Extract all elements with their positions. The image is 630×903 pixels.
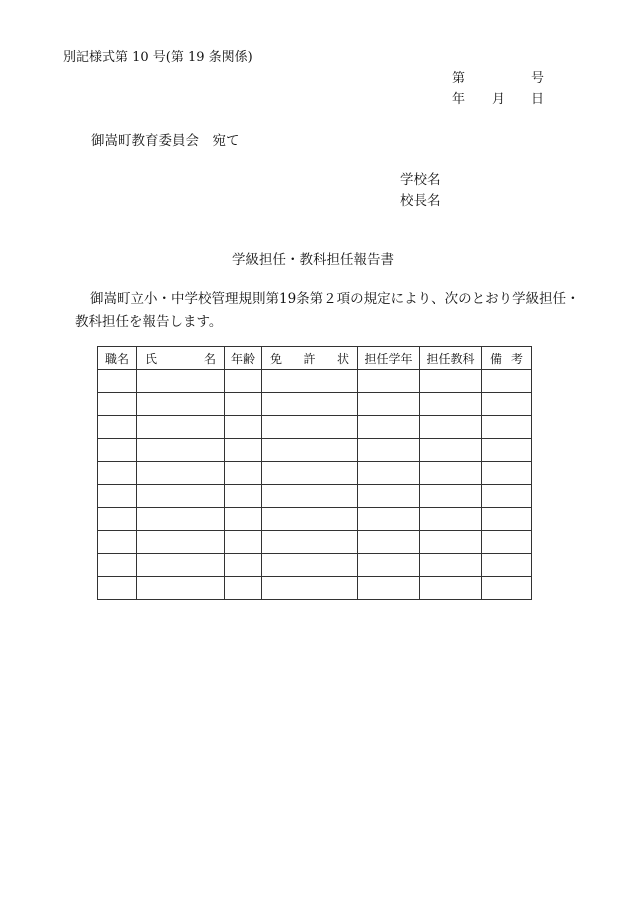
cell-position[interactable] xyxy=(98,485,137,508)
date-month-label: 月 xyxy=(492,92,506,107)
cell-subject[interactable] xyxy=(420,531,482,554)
cell-homeroom-grade[interactable] xyxy=(358,554,420,577)
header-license-part-3: 状 xyxy=(336,351,349,366)
cell-license[interactable] xyxy=(262,439,358,462)
cell-remarks[interactable] xyxy=(482,531,532,554)
header-name-part-2: 名 xyxy=(203,351,216,366)
cell-name[interactable] xyxy=(137,577,225,600)
cell-name[interactable] xyxy=(137,416,225,439)
principal-name-label: 校長名 xyxy=(400,193,441,209)
cell-position[interactable] xyxy=(98,393,137,416)
header-position: 職名 xyxy=(98,347,137,370)
cell-remarks[interactable] xyxy=(482,439,532,462)
cell-remarks[interactable] xyxy=(482,416,532,439)
cell-name[interactable] xyxy=(137,485,225,508)
table-row xyxy=(98,531,532,554)
cell-age[interactable] xyxy=(225,370,262,393)
form-reference: 別記様式第 10 号(第 19 条関係) xyxy=(63,50,253,65)
document-number-suffix: 号 xyxy=(531,71,545,86)
cell-homeroom-grade[interactable] xyxy=(358,439,420,462)
table-row xyxy=(98,462,532,485)
cell-subject[interactable] xyxy=(420,554,482,577)
header-remarks xyxy=(482,347,532,370)
cell-age[interactable] xyxy=(225,439,262,462)
cell-age[interactable] xyxy=(225,508,262,531)
cell-homeroom-grade[interactable] xyxy=(358,577,420,600)
teacher-assignment-table xyxy=(97,346,532,600)
cell-remarks[interactable] xyxy=(482,508,532,531)
cell-age[interactable] xyxy=(225,416,262,439)
cell-name[interactable] xyxy=(137,508,225,531)
cell-homeroom-grade[interactable] xyxy=(358,462,420,485)
header-name xyxy=(137,347,225,370)
cell-license[interactable] xyxy=(262,370,358,393)
cell-homeroom-grade[interactable] xyxy=(358,485,420,508)
cell-name[interactable] xyxy=(137,462,225,485)
cell-position[interactable] xyxy=(98,554,137,577)
cell-name[interactable] xyxy=(137,439,225,462)
header-remarks-part-2: 考 xyxy=(510,351,523,366)
table-row xyxy=(98,416,532,439)
header-subject: 担任教科 xyxy=(420,347,482,370)
table-row xyxy=(98,370,532,393)
cell-position[interactable] xyxy=(98,416,137,439)
header-remarks-part-1: 備 xyxy=(490,351,503,366)
cell-position[interactable] xyxy=(98,577,137,600)
cell-age[interactable] xyxy=(225,577,262,600)
table-row xyxy=(98,577,532,600)
cell-homeroom-grade[interactable] xyxy=(358,531,420,554)
cell-remarks[interactable] xyxy=(482,577,532,600)
cell-position[interactable] xyxy=(98,531,137,554)
cell-name[interactable] xyxy=(137,554,225,577)
cell-remarks[interactable] xyxy=(482,462,532,485)
body-line-1: 御嵩町立小・中学校管理規則第19条第２項の規定により、次のとおり学級担任・ xyxy=(90,291,580,307)
cell-license[interactable] xyxy=(262,485,358,508)
cell-subject[interactable] xyxy=(420,416,482,439)
cell-position[interactable] xyxy=(98,439,137,462)
cell-position[interactable] xyxy=(98,508,137,531)
cell-position[interactable] xyxy=(98,462,137,485)
school-name-label: 学校名 xyxy=(400,172,441,188)
cell-license[interactable] xyxy=(262,416,358,439)
cell-name[interactable] xyxy=(137,393,225,416)
cell-age[interactable] xyxy=(225,485,262,508)
cell-homeroom-grade[interactable] xyxy=(358,370,420,393)
header-license-part-2: 許 xyxy=(303,351,316,366)
cell-position[interactable] xyxy=(98,370,137,393)
cell-homeroom-grade[interactable] xyxy=(358,508,420,531)
addressee: 御嵩町教育委員会 宛て xyxy=(91,133,240,149)
cell-license[interactable] xyxy=(262,462,358,485)
cell-license[interactable] xyxy=(262,531,358,554)
table-row xyxy=(98,554,532,577)
cell-subject[interactable] xyxy=(420,577,482,600)
cell-age[interactable] xyxy=(225,462,262,485)
document-title: 学級担任・教科担任報告書 xyxy=(232,252,394,268)
table-body xyxy=(98,370,532,600)
header-age: 年齢 xyxy=(225,347,262,370)
cell-age[interactable] xyxy=(225,531,262,554)
cell-subject[interactable] xyxy=(420,370,482,393)
body-paragraph xyxy=(75,288,585,334)
header-license-part-1: 免 xyxy=(270,351,283,366)
cell-subject[interactable] xyxy=(420,485,482,508)
header-name-part-1: 氏 xyxy=(145,351,158,366)
cell-subject[interactable] xyxy=(420,439,482,462)
cell-remarks[interactable] xyxy=(482,393,532,416)
header-homeroom-grade: 担任学年 xyxy=(358,347,420,370)
date-year-label: 年 xyxy=(452,92,466,107)
cell-name[interactable] xyxy=(137,531,225,554)
cell-subject[interactable] xyxy=(420,508,482,531)
date-day-label: 日 xyxy=(531,92,545,107)
cell-license[interactable] xyxy=(262,554,358,577)
cell-subject[interactable] xyxy=(420,393,482,416)
table-row xyxy=(98,485,532,508)
table-row xyxy=(98,439,532,462)
cell-age[interactable] xyxy=(225,554,262,577)
cell-subject[interactable] xyxy=(420,462,482,485)
cell-license[interactable] xyxy=(262,393,358,416)
cell-name[interactable] xyxy=(137,370,225,393)
cell-homeroom-grade[interactable] xyxy=(358,416,420,439)
table-header-row xyxy=(98,347,532,370)
document-number-prefix: 第 xyxy=(452,71,466,86)
cell-remarks[interactable] xyxy=(482,485,532,508)
table-row xyxy=(98,508,532,531)
cell-remarks[interactable] xyxy=(482,370,532,393)
cell-license[interactable] xyxy=(262,577,358,600)
cell-age[interactable] xyxy=(225,393,262,416)
body-line-2: 教科担任を報告します。 xyxy=(75,314,223,330)
cell-license[interactable] xyxy=(262,508,358,531)
cell-remarks[interactable] xyxy=(482,554,532,577)
table-row xyxy=(98,393,532,416)
cell-homeroom-grade[interactable] xyxy=(358,393,420,416)
header-license xyxy=(262,347,358,370)
